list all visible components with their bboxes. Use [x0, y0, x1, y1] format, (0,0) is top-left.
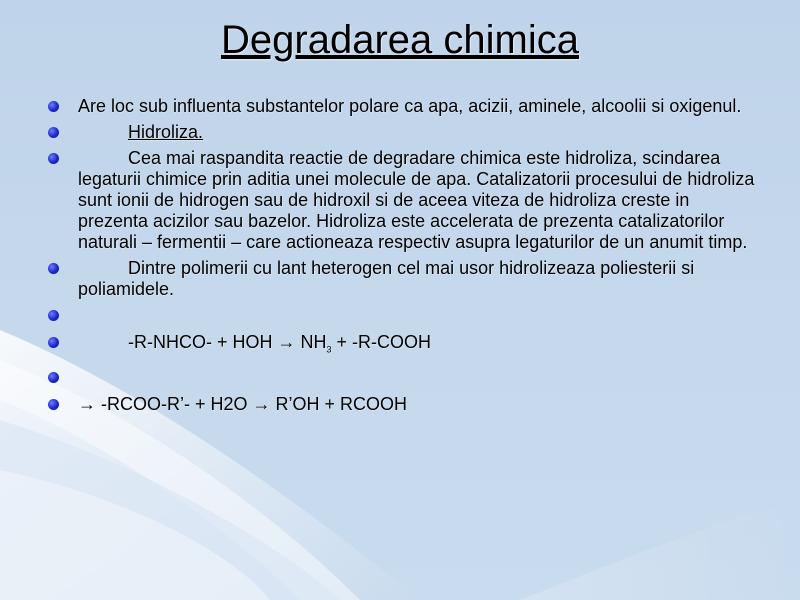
bullet-item — [78, 148, 758, 253]
bullet-item-reaction — [78, 394, 758, 415]
bullet-icon — [48, 101, 59, 112]
bullet-item — [78, 96, 758, 117]
arrow-icon: → — [78, 393, 96, 414]
bullet-item-empty — [78, 367, 758, 388]
bullet-item-empty — [78, 305, 758, 326]
bullet-text: Cea mai raspandita reactie de degradare chimica este hidroliza, scindarea legaturii chimice prin aditia unei molecule de apa. Catalizatorii procesului de hidroliza sunt ionii de hidrogen sau de hidroxil si de aceea viteza de hidroliza creste in prezenta acizilor sau bazelor. Hidroliza este accelerata de prezenta catalizatorilor naturali – fermentii – care actioneaza respectiv asupra legaturilor de un anumit timp. — [78, 148, 755, 252]
bullet-indent — [78, 122, 203, 142]
arrow-icon: → — [252, 393, 271, 414]
bullet-icon — [48, 399, 59, 410]
arrow-icon: → — [277, 332, 296, 352]
bullet-icon — [48, 127, 59, 138]
reaction-left: -R-NHCO- + HOH — [128, 332, 273, 352]
reaction-right: R’OH + RCOOH — [270, 393, 408, 414]
reaction-product-rest: + -R-COOH — [331, 332, 432, 352]
bullet-item — [78, 258, 758, 300]
bullet-icon — [48, 153, 59, 164]
bullet-list — [78, 96, 758, 420]
reaction-left: -RCOO-R’- + H2O — [96, 393, 253, 414]
subscript: 3 — [326, 344, 332, 355]
slide-title: Degradarea chimica — [221, 18, 579, 62]
bullet-icon — [48, 310, 59, 321]
bullet-heading-hidroliza: Hidroliza. — [128, 122, 204, 142]
bullet-icon — [48, 337, 59, 348]
bullet-icon — [48, 372, 59, 383]
bullet-item — [78, 122, 758, 143]
reaction-product: NH — [300, 332, 327, 352]
bullet-item-reaction — [78, 332, 758, 361]
bullet-icon — [48, 263, 59, 274]
bullet-text: Dintre polimerii cu lant heterogen cel mai usor hidrolizeaza poliesterii si poliamidele. — [78, 258, 695, 299]
bullet-text: Are loc sub influenta substantelor polare ca apa, acizii, aminele, alcoolii si oxigenul. — [78, 96, 742, 116]
